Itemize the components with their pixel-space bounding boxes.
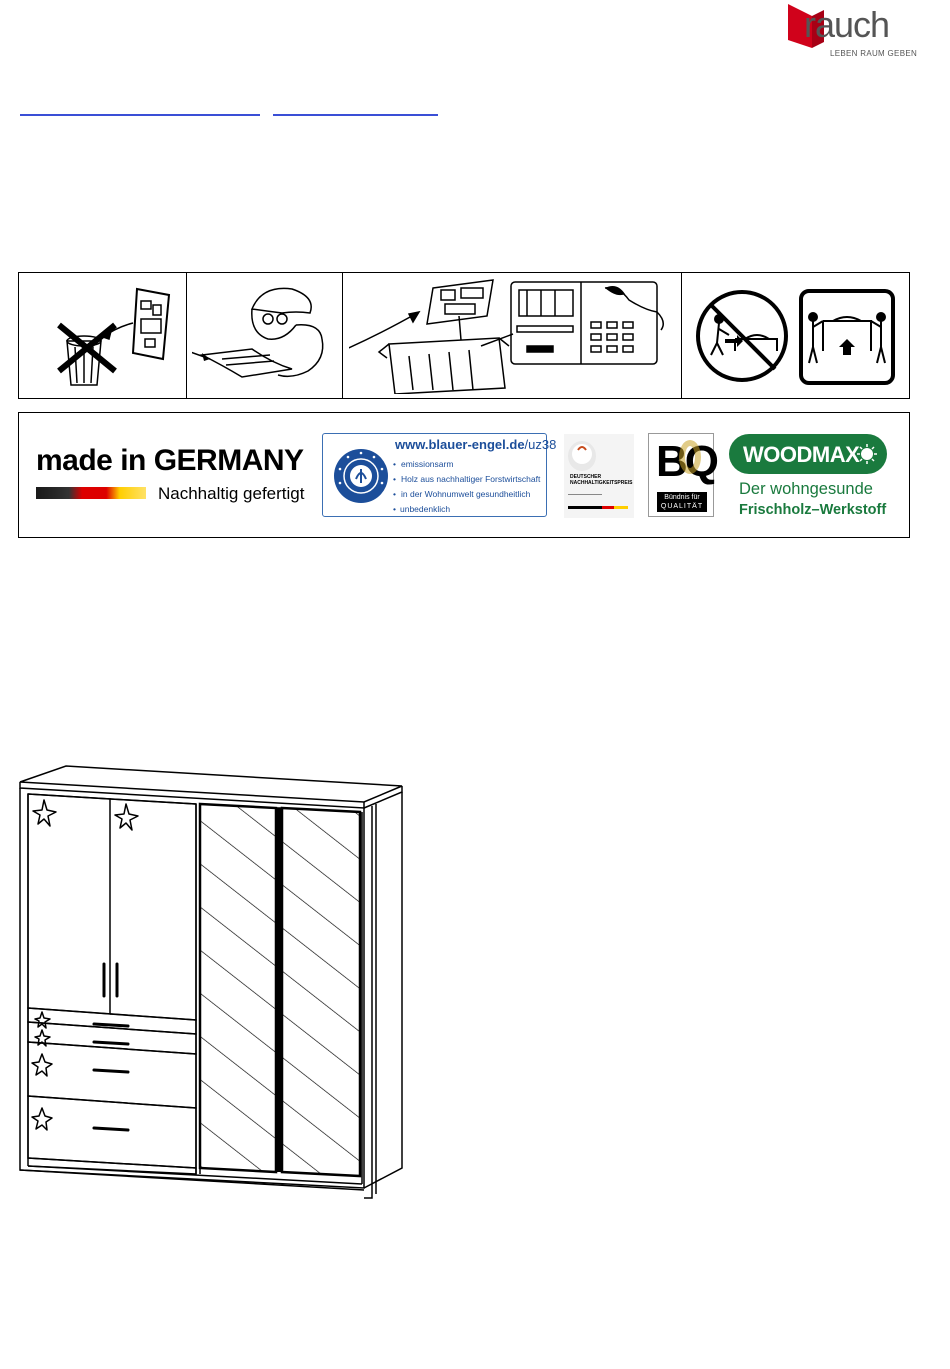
made-in-germany-title: made in GERMANY	[36, 444, 304, 477]
read-instructions-icon	[192, 279, 342, 391]
file-instructions-and-checklist-icon	[349, 276, 679, 394]
panel-divider	[342, 273, 343, 398]
nachhaltigkeitspreis-line1: DEUTSCHER	[570, 474, 602, 480]
lift-furniture-icon	[799, 289, 895, 385]
bullet-item: • in der Wohnumwelt gesundheitlich	[401, 487, 540, 502]
brand-logo	[786, 2, 918, 60]
bullet-item: • emissionsarm	[401, 457, 540, 472]
logo-tagline: LEBEN RAUM GEBEN	[830, 49, 918, 58]
link-1[interactable]	[20, 114, 260, 116]
discard-instructions-forbidden-icon	[37, 279, 182, 391]
instructions-strip	[18, 272, 910, 399]
woodmax-logo	[729, 434, 887, 474]
sun-icon	[857, 444, 877, 464]
bullet-item-continued	[401, 502, 540, 517]
bullet-item: • Holz aus nachhaltiger Forstwirtschaft	[401, 472, 540, 487]
bq-caption	[657, 492, 707, 512]
bq-caption-line2: QUALITÄT	[660, 503, 704, 510]
blauer-engel-url-suffix: /uz38	[524, 437, 557, 452]
no-dragging-furniture-icon	[695, 289, 791, 385]
panel-divider	[186, 273, 187, 398]
woodmax-line2: Frischholz–Werkstoff	[739, 502, 887, 518]
blauer-engel-url	[395, 437, 556, 452]
blauer-engel-bullets	[401, 457, 540, 517]
logo-wordmark: rauch	[804, 4, 890, 45]
bq-letters: BQ	[656, 437, 716, 486]
blauer-engel-url-main: www.blauer-engel.de	[395, 437, 525, 452]
woodmax-line1: Der wohngesunde	[739, 480, 873, 498]
bq-gold-ring	[679, 440, 701, 474]
panel-divider	[681, 273, 682, 398]
germany-flag-gradient	[36, 487, 146, 499]
bullet-continuation: unbedenklich	[399, 504, 451, 514]
blauer-engel-seal-icon	[332, 441, 390, 511]
nachhaltigkeitspreis-line2: NACHHALTIGKEITSPREIS	[570, 480, 633, 486]
blauer-engel-badge	[322, 433, 557, 517]
woodmax-name: WOODMAX	[743, 442, 860, 467]
bq-badge	[648, 433, 714, 517]
link-2[interactable]	[273, 114, 438, 116]
wardrobe-illustration	[14, 762, 406, 1202]
nachhaltigkeitspreis-text	[570, 474, 632, 486]
made-in-germany-subtitle: Nachhaltig gefertigt	[158, 484, 305, 503]
bq-caption-line1: Bündnis für	[664, 494, 700, 501]
nachhaltigkeitspreis-badge	[564, 434, 634, 518]
